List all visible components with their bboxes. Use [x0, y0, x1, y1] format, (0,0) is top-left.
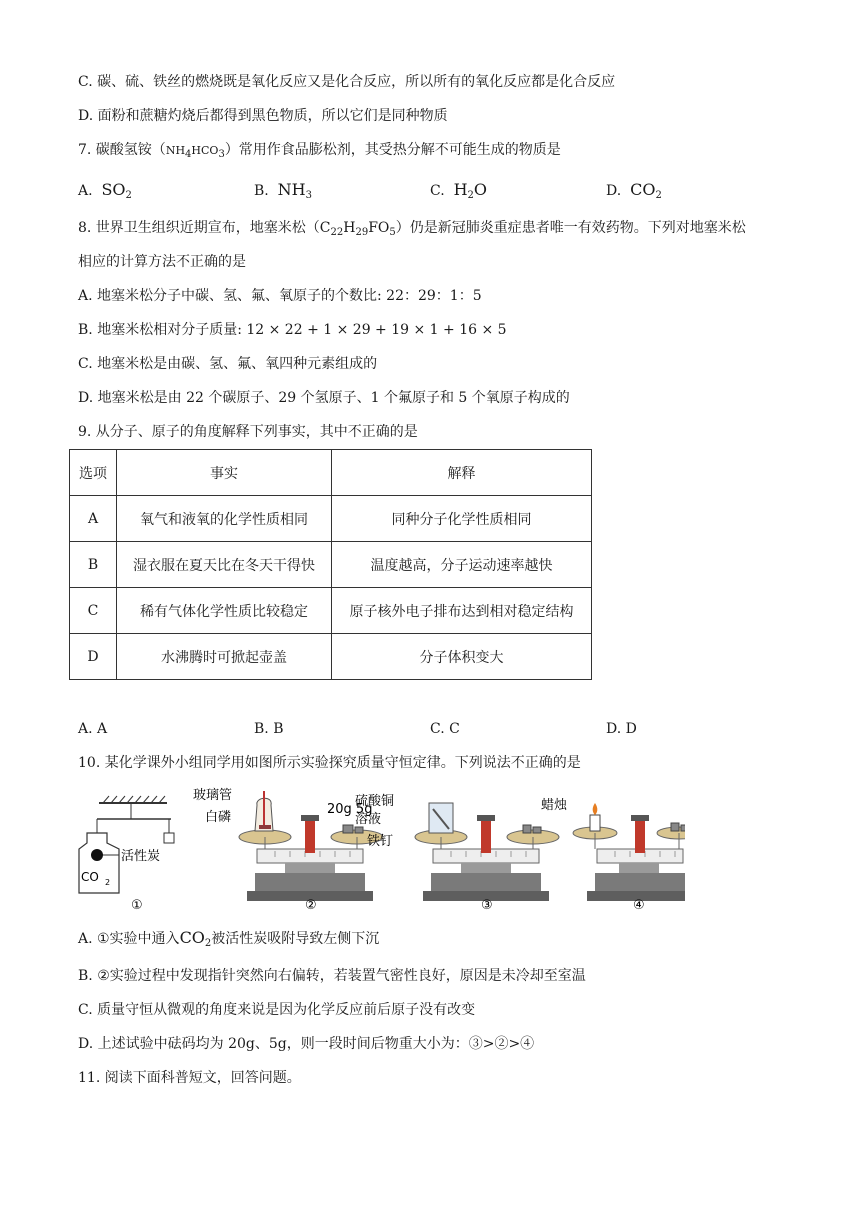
- table-cell: 分子体积变大: [332, 634, 592, 680]
- fig-number-3: ③: [481, 898, 493, 913]
- fig-nail-label: 铁钉: [367, 834, 394, 849]
- q10-figure: [75, 787, 685, 915]
- experiment-4: [541, 797, 685, 913]
- q9-table: [69, 449, 592, 680]
- q7-option-d: [606, 180, 662, 201]
- formula-h: H: [343, 220, 356, 236]
- fig-carbon-label: 活性炭: [121, 849, 161, 864]
- table-header: 解释: [332, 450, 592, 496]
- option-letter: C.: [430, 183, 445, 199]
- table-cell: 原子核外电子排布达到相对稳定结构: [332, 588, 592, 634]
- option-letter: A.: [78, 183, 93, 199]
- formula-sub: 22: [330, 227, 344, 238]
- fig-glass-label: 玻璃管: [193, 788, 233, 803]
- q7-stem-post: ）常用作食品膨松剂，其受热分解不可能生成的物质是: [224, 142, 561, 158]
- q10-option-a-sub: 2: [204, 938, 212, 949]
- fig-phosphorus-label: 白磷: [205, 810, 232, 825]
- q10-option-a-pre: A. ①实验中通入: [78, 931, 180, 947]
- formula-sub: 5: [389, 227, 396, 238]
- option-formula: H: [453, 180, 468, 199]
- table-cell: 氧气和液氧的化学性质相同: [117, 496, 332, 542]
- fig-cuso4-label-1: 硫酸铜: [355, 794, 395, 809]
- fig-cuso4-label-2: 溶液: [355, 812, 382, 827]
- q7-formula-sub: 4: [185, 149, 192, 160]
- fig-number-4: ④: [633, 898, 645, 913]
- q8-stem-line2: 相应的计算方法不正确的是: [78, 254, 246, 270]
- fig-candle-label: 蜡烛: [541, 798, 568, 813]
- option-formula-sub: 2: [125, 190, 132, 201]
- table-cell: C: [70, 588, 117, 634]
- q7-formula-b: HCO: [191, 144, 219, 157]
- formula-fo: FO: [368, 220, 390, 236]
- q10-option-a: [78, 928, 379, 949]
- option-letter: B.: [254, 183, 269, 199]
- formula-sub: 29: [355, 227, 369, 238]
- option-formula-sub: 2: [655, 190, 662, 201]
- q10-option-a-post: 被活性炭吸附导致左侧下沉: [211, 931, 380, 947]
- table-cell: 水沸腾时可掀起壶盖: [117, 634, 332, 680]
- q8-option-a: A. 地塞米松分子中碳、氢、氟、氧原子的个数比: 22：29：1：5: [78, 288, 482, 304]
- table-header-row: [70, 450, 592, 496]
- fig-co2-sub: 2: [105, 878, 111, 887]
- q7-stem: [78, 140, 561, 161]
- table-row: [70, 588, 592, 634]
- experiment-1: [79, 796, 174, 913]
- fig-co2-label: CO: [81, 870, 99, 884]
- table-cell: 湿衣服在夏天比在冬天干得快: [117, 542, 332, 588]
- q8-option-c: C. 地塞米松是由碳、氢、氟、氧四种元素组成的: [78, 356, 378, 372]
- q7-option-c: [430, 180, 487, 201]
- q7-formula: NH: [165, 144, 186, 157]
- q8-stem-line1: [78, 218, 746, 238]
- fig-weights-label: 20g 5g: [327, 802, 373, 817]
- q8-stem-post: ）仍是新冠肺炎重症患者唯一有效药物。下列对地塞米松: [395, 220, 746, 236]
- table-row: [70, 542, 592, 588]
- option-formula-tail: O: [473, 180, 488, 199]
- q10-option-b: B. ②实验过程中发现指针突然向右偏转，若装置气密性良好，原因是未冷却至室温: [78, 968, 586, 984]
- q8-option-b: B. 地塞米松相对分子质量: 12 × 22 + 1 × 29 + 19 × 1 + 16 × 5: [78, 322, 507, 338]
- q7-stem-pre: 7. 碳酸氢铵（: [78, 142, 166, 158]
- option-formula-sub: 2: [467, 190, 474, 201]
- q10-stem: 10. 某化学课外小组同学用如图所示实验探究质量守恒定律。下列说法不正确的是: [78, 755, 581, 771]
- q7-option-b: [254, 180, 312, 201]
- table-cell: A: [70, 496, 117, 542]
- table-row: [70, 496, 592, 542]
- fig-number-1: ①: [131, 898, 143, 913]
- q9-option-b: B. B: [254, 721, 284, 737]
- option-letter: D.: [606, 183, 622, 199]
- q10-option-d: D. 上述试验中砝码均为 20g、5g，则一段时间后物重大小为：③>②>④: [78, 1036, 535, 1052]
- q9-option-d: D. D: [606, 721, 637, 737]
- q6-option-d: D. 面粉和蔗糖灼烧后都得到黑色物质，所以它们是同种物质: [78, 108, 448, 124]
- q10-option-c: C. 质量守恒从微观的角度来说是因为化学反应前后原子没有改变: [78, 1002, 476, 1018]
- table-row: [70, 634, 592, 680]
- q10-option-a-formula: CO: [179, 928, 205, 947]
- table-cell: 同种分子化学性质相同: [332, 496, 592, 542]
- q6-option-c: C. 碳、硫、铁丝的燃烧既是氧化反应又是化合反应，所以所有的氧化反应都是化合反应: [78, 74, 616, 90]
- q9-option-a: A. A: [78, 721, 108, 737]
- q8-option-d: D. 地塞米松是由 22 个碳原子、29 个氢原子、1 个氟原子和 5 个氧原子构成的: [78, 390, 570, 406]
- q11-stem: 11. 阅读下面科普短文，回答问题。: [78, 1070, 301, 1086]
- table-header: 事实: [117, 450, 332, 496]
- option-formula-sub: 3: [305, 190, 312, 201]
- table-cell: 稀有气体化学性质比较稳定: [117, 588, 332, 634]
- option-formula: SO: [101, 180, 126, 199]
- q8-stem-pre: 8. 世界卫生组织近期宣布，地塞米松（C: [78, 220, 331, 236]
- experiment-3: [355, 793, 559, 913]
- q9-option-c: C. C: [430, 721, 460, 737]
- option-formula: CO: [630, 180, 656, 199]
- table-cell: 温度越高，分子运动速率越快: [332, 542, 592, 588]
- q7-option-a: [78, 180, 132, 201]
- table-cell: D: [70, 634, 117, 680]
- q9-stem: 9. 从分子、原子的角度解释下列事实，其中不正确的是: [78, 424, 418, 440]
- q7-formula-sub2: 3: [218, 149, 225, 160]
- table-header: 选项: [70, 450, 117, 496]
- table-cell: B: [70, 542, 117, 588]
- fig-number-2: ②: [305, 898, 317, 913]
- option-formula: NH: [277, 180, 306, 199]
